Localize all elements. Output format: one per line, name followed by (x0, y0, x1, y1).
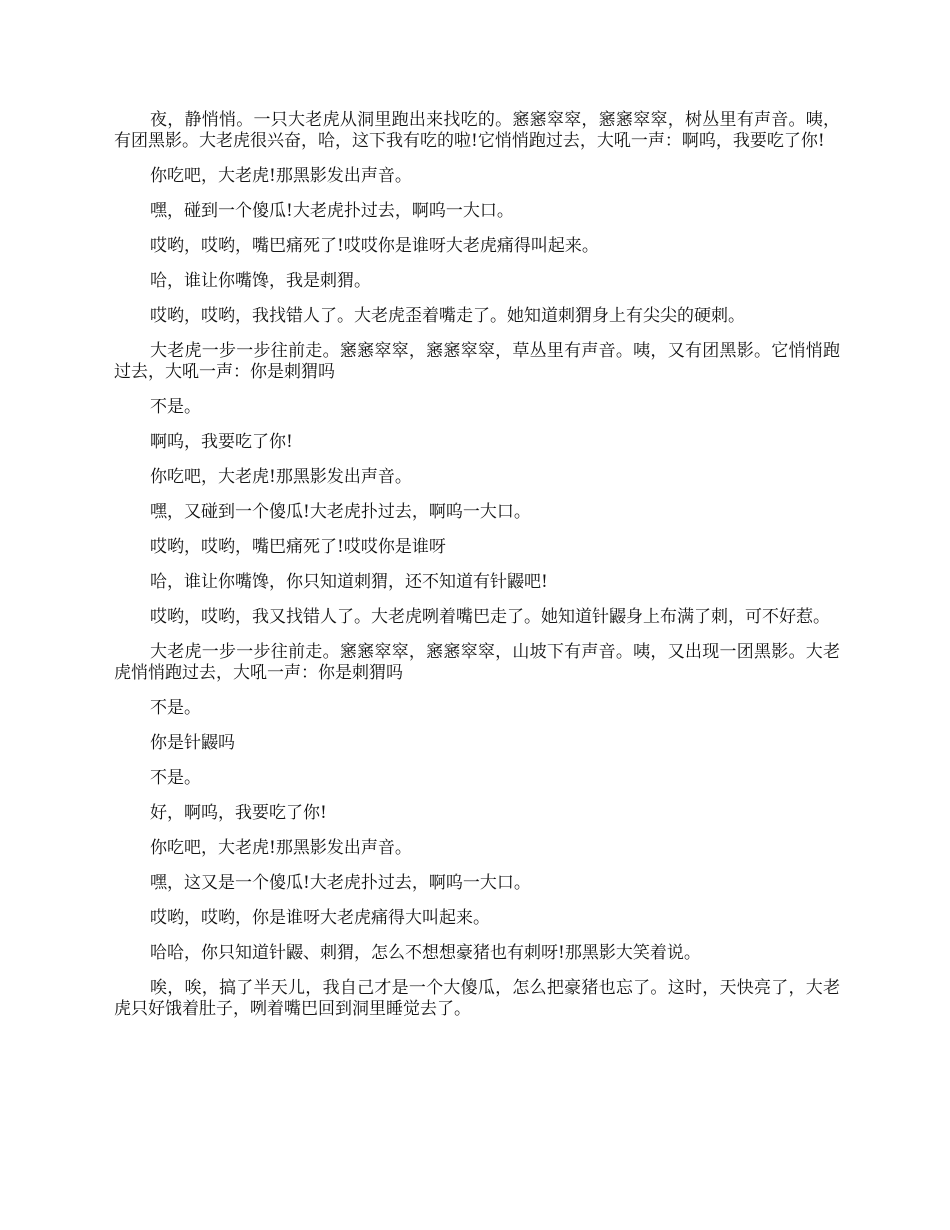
paragraph-1: 夜，静悄悄。一只大老虎从洞里跑出来找吃的。窸窸窣窣，窸窸窣窣，树丛里有声音。咦，有团黑影。大老虎很兴奋，哈，这下我有吃的啦!它悄悄跑过去，大吼一声：啊呜，我要吃了你! (114, 110, 840, 151)
paragraph-23: 哈哈，你只知道针鼹、刺猬，怎么不想想豪猪也有刺呀!那黑影大笑着说。 (150, 943, 701, 963)
paragraph-4: 哎哟，哎哟，嘴巴痛死了!哎哎你是谁呀大老虎痛得叫起来。 (150, 236, 599, 256)
paragraph-11: 嘿，又碰到一个傻瓜!大老虎扑过去，啊呜一大口。 (150, 502, 531, 522)
paragraph-12: 哎哟，哎哟，嘴巴痛死了!哎哎你是谁呀 (150, 537, 446, 557)
paragraph-7: 大老虎一步一步往前走。窸窸窣窣，窸窸窣窣，草丛里有声音。咦，又有团黑影。它悄悄跑过去，大吼一声：你是刺猬吗 (114, 341, 840, 382)
paragraph-14: 哎哟，哎哟，我又找错人了。大老虎咧着嘴巴走了。她知道针鼹身上布满了刺，可不好惹。 (150, 607, 830, 627)
paragraph-19: 好，啊呜，我要吃了你! (150, 803, 327, 823)
paragraph-21: 嘿，这又是一个傻瓜!大老虎扑过去，啊呜一大口。 (150, 873, 531, 893)
paragraph-6: 哎哟，哎哟，我找错人了。大老虎歪着嘴走了。她知道刺猬身上有尖尖的硬刺。 (150, 306, 745, 326)
paragraph-15: 大老虎一步一步往前走。窸窸窣窣，窸窸窣窣，山坡下有声音。咦，又出现一团黑影。大老虎悄悄跑过去，大吼一声：你是刺猬吗 (114, 642, 840, 683)
paragraph-3: 嘿，碰到一个傻瓜!大老虎扑过去，啊呜一大口。 (150, 201, 514, 221)
paragraph-5: 哈，谁让你嘴馋，我是刺猬。 (150, 271, 371, 291)
document-page (114, 110, 840, 1034)
paragraph-18: 不是。 (150, 768, 201, 788)
paragraph-10: 你吃吧，大老虎!那黑影发出声音。 (150, 467, 412, 487)
paragraph-24: 唉，唉，搞了半天儿，我自己才是一个大傻瓜，怎么把豪猪也忘了。这时，天快亮了，大老虎只好饿着肚子，咧着嘴巴回到洞里睡觉去了。 (114, 978, 840, 1019)
paragraph-9: 啊呜，我要吃了你! (150, 432, 293, 452)
paragraph-20: 你吃吧，大老虎!那黑影发出声音。 (150, 838, 412, 858)
paragraph-16: 不是。 (150, 698, 201, 718)
paragraph-8: 不是。 (150, 397, 201, 417)
paragraph-2: 你吃吧，大老虎!那黑影发出声音。 (150, 166, 412, 186)
paragraph-17: 你是针鼹吗 (150, 733, 235, 753)
paragraph-13: 哈，谁让你嘴馋，你只知道刺猬，还不知道有针鼹吧! (150, 572, 548, 592)
paragraph-22: 哎哟，哎哟，你是谁呀大老虎痛得大叫起来。 (150, 908, 490, 928)
